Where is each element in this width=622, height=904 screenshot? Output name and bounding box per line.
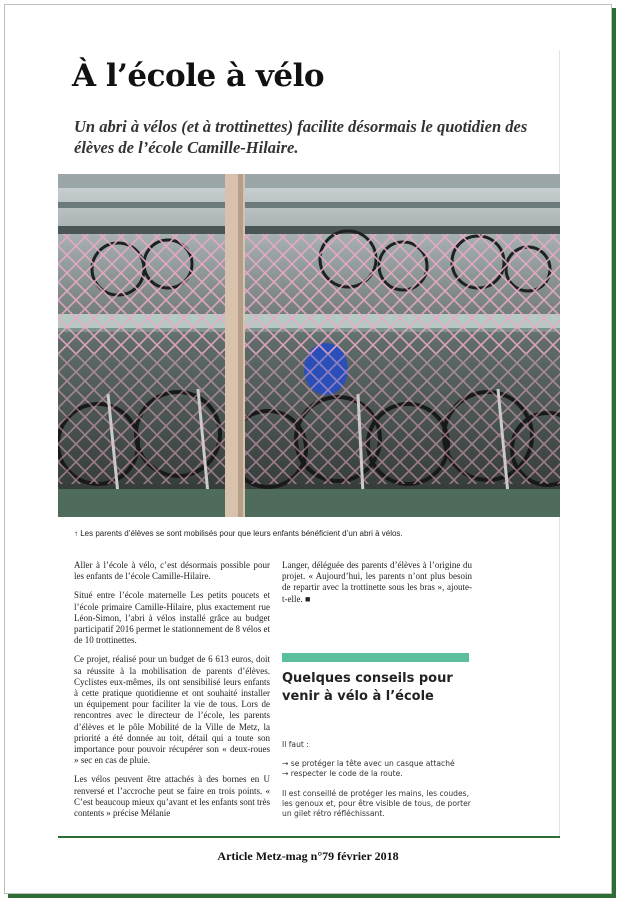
article-source-footer: Article Metz-mag n°79 février 2018: [217, 849, 399, 863]
tips-note: Il est conseillé de protéger les mains, les coudes, les genoux et, pour être visible de tous, de porter un gilet rétro réfléchissant.: [282, 788, 471, 819]
arrow-up-icon: ↑: [74, 529, 81, 538]
article-headline: À l’école à vélo: [72, 58, 325, 94]
body-column-left: [74, 560, 270, 827]
tips-list: [282, 759, 474, 779]
bike-shelter-photo: [58, 174, 560, 517]
body-paragraph: Les vélos peuvent être attachés à des bornes en U renversé et l’accroche peut se faire en trois points. « C’est beaucoup mieux qu’avant et les enfants sont très contents » précise Mélanie: [74, 774, 270, 819]
body-paragraph: Langer, déléguée des parents d’élèves à l’origine du projet. « Aujourd’hui, les parents n’ont plus besoin de repartir avec la trottinette sous les bras », ajoute-t-elle. ■: [282, 560, 472, 604]
body-paragraph: Aller à l’école à vélo, c’est désormais possible pour les enfants de l’école Camille-Hilaire.: [74, 560, 270, 582]
body-paragraph: Ce projet, réalisé pour un budget de 6 613 euros, doit sa réussite à la mobilisation de parents d’élèves. Cyclistes eux-mêmes, ils ont sensibilisé leurs enfants à cette pratique quotidienne et ont souhaité installer un équipement pour faciliter la vie de tous. Lors de rencontres avec le directeur de l’école, les parents d’élèves et le pôle Mobilité de la Ville de Metz, la priorité a été donnée au toit, détail qui a toute son importance pour pouvoir récupérer son « deux-roues » sec en cas de pluie.: [74, 654, 270, 766]
photo-caption: [74, 529, 554, 538]
tips-list-item: → respecter le code de la route.: [282, 769, 403, 779]
tips-list-item: → se protéger la tête avec un casque attaché: [282, 759, 455, 769]
body-column-right: [282, 560, 472, 613]
body-paragraph: Situé entre l’école maternelle Les petits poucets et l’école primaire Camille-Hilaire, plus exactement rue Léon-Simon, l’abri à vélos installé grâce au budget participatif 2016 permet le stationnement de 8 vélos et de 10 trottinettes.: [74, 590, 270, 646]
tips-title: Quelques conseils pour venir à vélo à l’école: [282, 671, 453, 704]
bottom-rule: [58, 836, 560, 838]
photo-caption-text: Les parents d’élèves se sont mobilisés pour que leurs enfants bénéficient d’un abri à vélos.: [80, 529, 403, 538]
tips-accent-bar: [282, 653, 469, 662]
article-page: [58, 50, 560, 836]
tips-box: [282, 740, 474, 819]
tips-intro: Il faut :: [282, 740, 309, 749]
article-subtitle: Un abri à vélos (et à trottinettes) facilite désormais le quotidien des élèves de l’école Camille-Hilaire.: [74, 117, 528, 157]
